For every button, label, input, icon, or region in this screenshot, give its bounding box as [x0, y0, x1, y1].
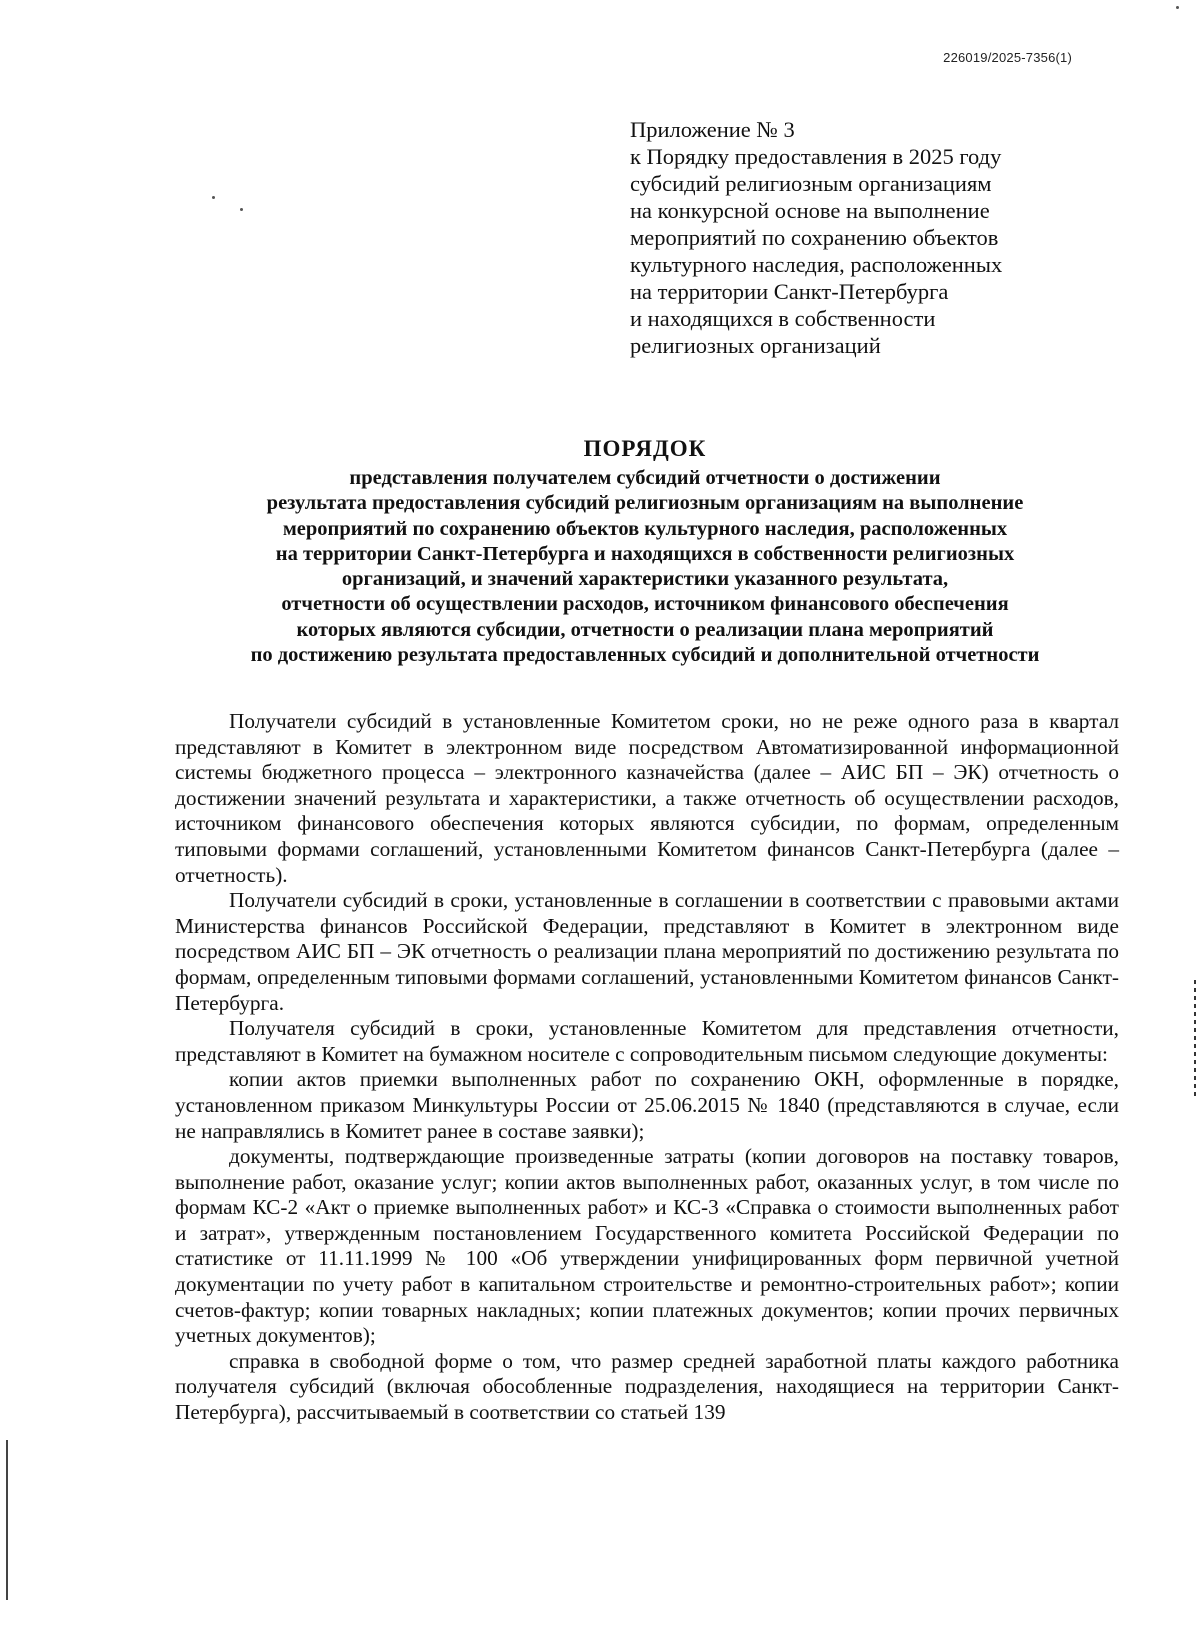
scan-speck [212, 196, 215, 199]
list-item-acceptance-acts: копии актов приемки выполненных работ по сохранению ОКН, оформленные в порядке, установленном приказом Минкультуры России от 25.06.2015 № 1840 (представляются в случае, если не направлялись в Комитет ранее в составе заявки); [175, 1067, 1119, 1143]
scan-speck [1176, 6, 1179, 9]
document-body [175, 709, 1119, 1426]
appendix-line: культурного наследия, расположенных [630, 252, 1003, 277]
appendix-line: религиозных организаций [630, 333, 881, 358]
appendix-line: мероприятий по сохранению объектов [630, 225, 999, 250]
subtitle-line: результата предоставления субсидий религиозным организациям на выполнение [266, 492, 1024, 515]
paragraph-paper-documents: Получателя субсидий в сроки, установленные Комитетом для представления отчетности, представляют в Комитет на бумажном носителе с сопроводительным письмом следующие документы: [175, 1016, 1119, 1066]
scan-speck [240, 208, 243, 211]
appendix-line: Приложение № 3 [630, 117, 795, 142]
subtitle-line: мероприятий по сохранению объектов культурного наследия, расположенных [282, 517, 1008, 540]
scan-edge-mark-right [1194, 980, 1196, 1100]
appendix-line: на территории Санкт-Петербурга [630, 279, 949, 304]
subtitle-line: организаций, и значений характеристики указанного результата, [341, 568, 949, 591]
list-item-expense-documents: документы, подтверждающие произведенные затраты (копии договоров на поставку товаров, выполнение работ, оказание услуг; копии актов выполненных работ, оказанных услуг, в том числе по формам КС-2 «Акт о приемке выполненных работ» и КС-3 «Справка о стоимости выполненных работ и затрат», утвержденным постановлением Государственного комитета Российской Федерации по статистике от 11.11.1999 № 100 «Об утверждении унифицированных форм первичной учетной документации по учету работ в капитальном строительстве и ремонтно-строительных работ»; копии счетов-фактур; копии товарных накладных; копии платежных документов; копии прочих первичных учетных документов); [175, 1144, 1119, 1348]
document-subtitle [120, 466, 1170, 668]
appendix-line: и находящихся в собственности [630, 306, 936, 331]
appendix-line: к Порядку предоставления в 2025 году [630, 144, 1002, 169]
subtitle-line: на территории Санкт-Петербурга и находящихся в собственности религиозных [275, 542, 1015, 565]
appendix-header [630, 116, 1090, 359]
paragraph-electronic-reporting: Получатели субсидий в установленные Комитетом сроки, но не реже одного раза в квартал представляют в Комитет в электронном виде посредством Автоматизированной информационной системы бюджетного процесса – электронного казначейства (далее – АИС БП – ЭК) отчетность о достижении значений результата и характеристики, а также отчетность об осуществлении расходов, источником финансового обеспечения которых являются субсидии, по формам, определенным типовыми формами соглашений, установленными Комитетом финансов Санкт-Петербурга (далее – отчетность). [175, 709, 1119, 887]
subtitle-line: по достижению результата предоставленных субсидий и дополнительной отчетности [250, 644, 1040, 667]
registration-number: 226019/2025-7356(1) [943, 50, 1072, 65]
list-item-salary-certificate: справка в свободной форме о том, что размер средней заработной платы каждого работника получателя субсидий (включая обособленные подразделения, находящиеся на территории Санкт-Петербурга), рассчитываемый в соответствии со статьей 139 [175, 1348, 1119, 1425]
subtitle-line: отчетности об осуществлении расходов, источником финансового обеспечения [281, 593, 1009, 616]
appendix-line: на конкурсной основе на выполнение [630, 198, 990, 223]
document-title: ПОРЯДОК [583, 436, 707, 461]
scan-edge-mark-left [6, 1440, 8, 1600]
subtitle-line: представления получателем субсидий отчетности о достижении [349, 467, 941, 489]
paragraph-plan-reporting: Получатели субсидий в сроки, установленные в соглашении в соответствии с правовыми актами Министерства финансов Российской Федерации, представляют в Комитет в электронном виде посредством АИС БП – ЭК отчетность о реализации плана мероприятий по достижению результата по формам, определенным типовыми формами соглашений, установленными Комитетом финансов Санкт-Петербурга. [175, 888, 1119, 1015]
appendix-line: субсидий религиозным организациям [630, 171, 992, 196]
subtitle-line: которых являются субсидии, отчетности о реализации плана мероприятий [296, 618, 994, 641]
